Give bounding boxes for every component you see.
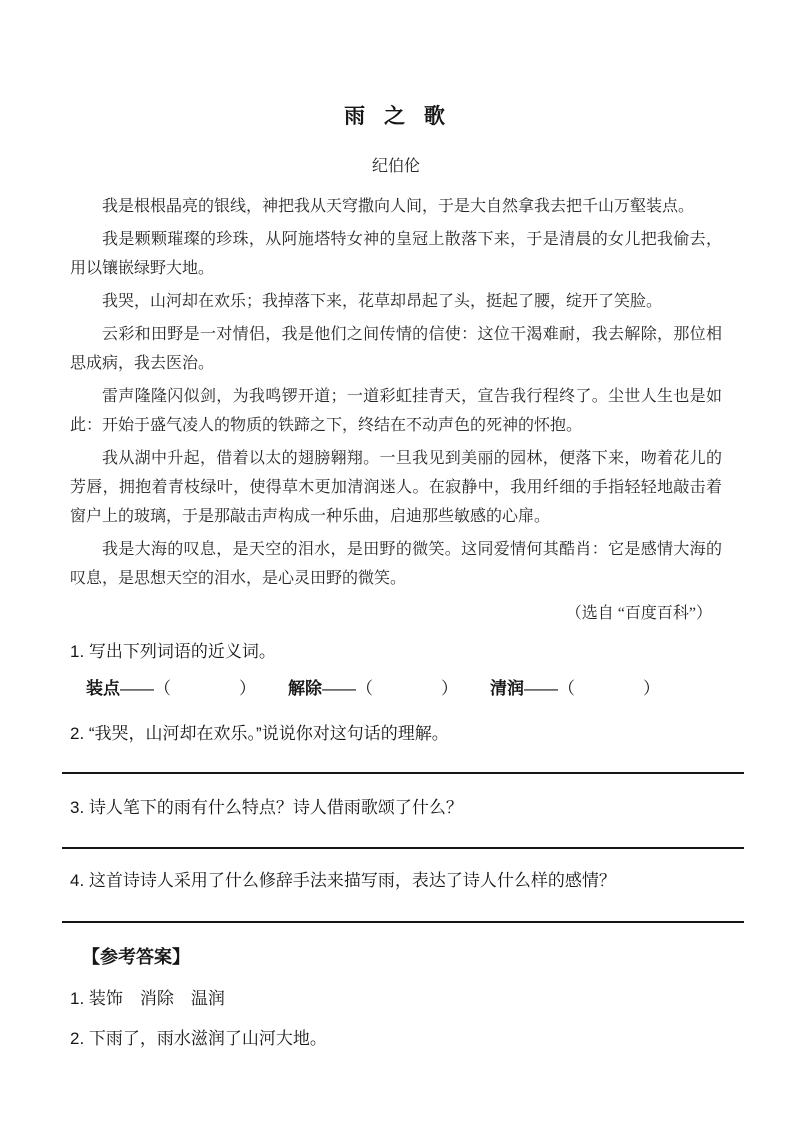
synonym-blank-item-3 (490, 679, 660, 698)
answer-line-1 (62, 772, 744, 774)
article-title: 雨 之 歌 (344, 105, 448, 128)
synonym-blank-1: ——（ ） (120, 679, 256, 698)
question-3: 3. 诗人笔下的雨有什么特点？诗人借雨歌颂了什么？ (70, 798, 463, 817)
reference-answers-header: 【参考答案】 (82, 947, 190, 967)
article-body (70, 192, 722, 593)
synonym-word-3: 清润 (490, 679, 524, 698)
synonym-blank-3: ——（ ） (524, 679, 660, 698)
answer-item-2: 2. 下雨了，雨水滋润了山河大地。 (70, 1029, 327, 1048)
article-author: 纪伯伦 (371, 158, 420, 175)
article-paragraph-7: 我是大海的叹息，是天空的泪水，是田野的微笑。这同爱情何其酷肖：它是感情大海的叹息，是思想天空的泪水，是心灵田野的微笑。 (70, 541, 722, 587)
article-paragraph-2: 我是颗颗璀璨的珍珠，从阿施塔特女神的皇冠上散落下来，于是清晨的女儿把我偷去，用以镶嵌绿野大地。 (70, 231, 722, 277)
question-4: 4. 这首诗诗人采用了什么修辞手法来描写雨，表达了诗人什么样的感情？ (70, 871, 616, 890)
synonym-blank-row (86, 677, 722, 701)
synonym-word-1: 装点 (86, 679, 120, 698)
synonym-blank-2: ——（ ） (322, 679, 458, 698)
question-1: 1. 写出下列词语的近义词。 (70, 642, 276, 661)
synonym-blank-item-1 (86, 679, 256, 698)
question-2: 2. “我哭，山河却在欢乐。”说说你对这句话的理解。 (70, 724, 449, 743)
synonym-blank-item-2 (288, 679, 458, 698)
article-paragraph-4: 云彩和田野是一对情侣，我是他们之间传情的信使：这位干渴难耐，我去解除，那位相思成病，我去医治。 (70, 326, 722, 372)
article-paragraph-3: 我哭，山河却在欢乐；我掉落下来，花草却昂起了头，挺起了腰，绽开了笑脸。 (102, 293, 663, 310)
article-paragraph-5: 雷声隆隆闪似剑，为我鸣锣开道；一道彩虹挂青天，宣告我行程终了。尘世人生也是如此：开始于盛气凌人的物质的铁蹄之下，终结在不动声色的死神的怀抱。 (70, 388, 722, 434)
article-paragraph-6: 我从湖中升起，借着以太的翅膀翱翔。一旦我见到美丽的园林，便落下来，吻着花儿的芳唇，拥抱着青枝绿叶，使得草木更加清润迷人。在寂静中，我用纤细的手指轻轻地敲击着窗户上的玻璃，于是那敲击声构成一种乐曲，启迪那些敏感的心扉。 (70, 450, 722, 525)
answer-line-3 (62, 921, 744, 923)
synonym-word-2: 解除 (288, 679, 322, 698)
source-attribution: （选自 “百度百科”） (565, 605, 712, 622)
answer-line-2 (62, 847, 744, 849)
article-paragraph-1: 我是根根晶亮的银线，神把我从天穹撒向人间，于是大自然拿我去把千山万壑装点。 (102, 198, 695, 215)
answer-item-1: 1. 装饰 消除 温润 (70, 989, 225, 1008)
